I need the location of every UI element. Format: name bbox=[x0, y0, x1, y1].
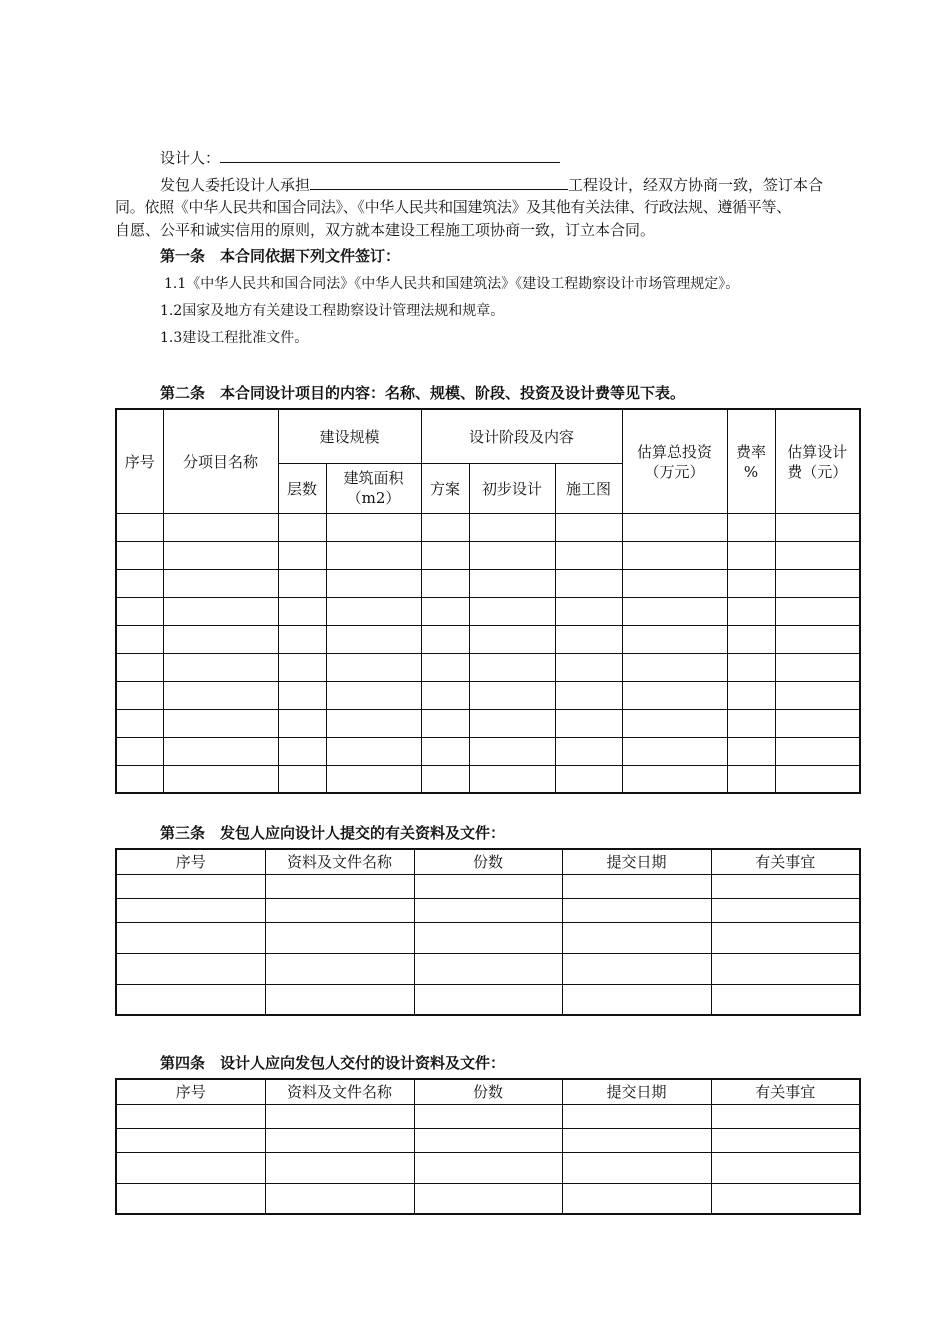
header-copies: 份数 bbox=[414, 849, 562, 874]
header-fee bbox=[775, 409, 860, 513]
table-row bbox=[116, 1152, 860, 1183]
table-cell[interactable] bbox=[421, 569, 469, 597]
table-cell[interactable] bbox=[421, 625, 469, 653]
table-cell[interactable] bbox=[562, 1104, 711, 1128]
table-cell[interactable] bbox=[265, 1152, 414, 1183]
table-cell[interactable] bbox=[421, 765, 469, 793]
table-cell[interactable] bbox=[727, 653, 775, 681]
table-cell[interactable] bbox=[278, 681, 326, 709]
table-cell[interactable] bbox=[278, 513, 326, 541]
header-area-line1: 建筑面积 bbox=[343, 469, 404, 487]
table-cell[interactable] bbox=[326, 653, 421, 681]
table-cell[interactable] bbox=[711, 1128, 860, 1152]
table-cell[interactable] bbox=[265, 898, 414, 922]
table-cell[interactable] bbox=[622, 569, 727, 597]
table-cell[interactable] bbox=[163, 681, 278, 709]
table-cell[interactable] bbox=[421, 681, 469, 709]
table-cell[interactable] bbox=[421, 737, 469, 765]
table-cell[interactable] bbox=[116, 513, 163, 541]
table-cell[interactable] bbox=[116, 765, 163, 793]
table-cell[interactable] bbox=[555, 681, 622, 709]
table-cell[interactable] bbox=[775, 541, 860, 569]
intro-line1-prefix: 发包人委托设计人承担 bbox=[160, 176, 311, 194]
table-cell[interactable] bbox=[278, 569, 326, 597]
table-row bbox=[116, 681, 860, 709]
table-row bbox=[116, 765, 860, 793]
table-cell[interactable] bbox=[469, 569, 555, 597]
table-cell[interactable] bbox=[622, 765, 727, 793]
table-cell[interactable] bbox=[562, 1128, 711, 1152]
header-copies: 份数 bbox=[414, 1079, 562, 1104]
project-content-table bbox=[115, 408, 861, 794]
table-row bbox=[116, 569, 860, 597]
header-invest bbox=[622, 409, 727, 513]
table-cell[interactable] bbox=[265, 922, 414, 953]
table-cell[interactable] bbox=[278, 625, 326, 653]
table-cell[interactable] bbox=[562, 1183, 711, 1214]
table-cell[interactable] bbox=[326, 765, 421, 793]
table-row bbox=[116, 922, 860, 953]
table-cell[interactable] bbox=[727, 681, 775, 709]
table-cell[interactable] bbox=[555, 541, 622, 569]
header-invest-line1: 估算总投资 bbox=[637, 443, 713, 461]
article1-heading: 第一条 本合同依据下列文件签订： bbox=[160, 247, 401, 265]
designer-blank[interactable] bbox=[220, 146, 560, 163]
table-cell[interactable] bbox=[421, 709, 469, 737]
table-cell[interactable] bbox=[562, 898, 711, 922]
table-cell[interactable] bbox=[562, 953, 711, 984]
article1-item-1: 1.1《中华人民共和国合同法》《中华人民共和国建筑法》《建设工程勘察设计市场管理规定》。 bbox=[164, 276, 740, 292]
table-cell[interactable] bbox=[555, 709, 622, 737]
table-cell[interactable] bbox=[469, 597, 555, 625]
table-cell[interactable] bbox=[711, 1104, 860, 1128]
table-cell[interactable] bbox=[265, 1104, 414, 1128]
designer-label: 设计人： bbox=[160, 149, 221, 167]
table-cell[interactable] bbox=[775, 513, 860, 541]
table-cell[interactable] bbox=[163, 709, 278, 737]
table-cell[interactable] bbox=[414, 1128, 562, 1152]
table-cell[interactable] bbox=[622, 737, 727, 765]
table-row bbox=[116, 625, 860, 653]
project-table-body bbox=[116, 513, 860, 793]
table-cell[interactable] bbox=[265, 953, 414, 984]
table-cell[interactable] bbox=[711, 922, 860, 953]
table-cell[interactable] bbox=[163, 541, 278, 569]
header-submit-date: 提交日期 bbox=[562, 1079, 711, 1104]
project-name-blank[interactable] bbox=[310, 173, 568, 190]
table-row bbox=[116, 874, 860, 898]
table-cell[interactable] bbox=[116, 541, 163, 569]
table-cell[interactable] bbox=[469, 737, 555, 765]
table-cell[interactable] bbox=[265, 984, 414, 1015]
table-cell[interactable] bbox=[775, 681, 860, 709]
table-cell[interactable] bbox=[622, 653, 727, 681]
delivered-table-body bbox=[116, 1104, 860, 1214]
table-cell[interactable] bbox=[469, 681, 555, 709]
table-cell[interactable] bbox=[163, 569, 278, 597]
table-row bbox=[116, 513, 860, 541]
header-seq: 序号 bbox=[116, 409, 163, 513]
table-cell[interactable] bbox=[622, 597, 727, 625]
table-cell[interactable] bbox=[163, 513, 278, 541]
table-row bbox=[116, 653, 860, 681]
table-cell[interactable] bbox=[265, 1128, 414, 1152]
table-cell[interactable] bbox=[278, 541, 326, 569]
table-cell[interactable] bbox=[711, 874, 860, 898]
table-cell[interactable] bbox=[562, 984, 711, 1015]
table-cell[interactable] bbox=[469, 765, 555, 793]
table-cell[interactable] bbox=[414, 1183, 562, 1214]
table-cell[interactable] bbox=[421, 597, 469, 625]
table-cell[interactable] bbox=[326, 681, 421, 709]
table-cell[interactable] bbox=[727, 541, 775, 569]
table-cell[interactable] bbox=[278, 653, 326, 681]
table-cell[interactable] bbox=[775, 765, 860, 793]
table-cell[interactable] bbox=[711, 1183, 860, 1214]
table-cell[interactable] bbox=[727, 765, 775, 793]
table-cell[interactable] bbox=[469, 653, 555, 681]
table-row bbox=[116, 898, 860, 922]
table-cell[interactable] bbox=[775, 737, 860, 765]
table-cell[interactable] bbox=[622, 625, 727, 653]
table-cell[interactable] bbox=[711, 1152, 860, 1183]
table-cell[interactable] bbox=[278, 765, 326, 793]
table-cell[interactable] bbox=[116, 569, 163, 597]
table-cell[interactable] bbox=[555, 513, 622, 541]
designer-line bbox=[160, 146, 560, 168]
table-row bbox=[116, 1104, 860, 1128]
table-cell[interactable] bbox=[414, 922, 562, 953]
table-cell[interactable] bbox=[414, 874, 562, 898]
table-cell[interactable] bbox=[116, 737, 163, 765]
table-cell[interactable] bbox=[469, 625, 555, 653]
table-cell[interactable] bbox=[622, 541, 727, 569]
table-row bbox=[116, 737, 860, 765]
table-cell[interactable] bbox=[163, 653, 278, 681]
table-cell[interactable] bbox=[265, 874, 414, 898]
article1-item-3: 1.3建设工程批准文件。 bbox=[160, 330, 309, 346]
submitted-documents-table bbox=[115, 848, 861, 1016]
header-document-name: 资料及文件名称 bbox=[265, 1079, 414, 1104]
table-cell[interactable] bbox=[163, 625, 278, 653]
table-cell[interactable] bbox=[727, 597, 775, 625]
table-cell[interactable] bbox=[116, 1128, 265, 1152]
submitted-table-body bbox=[116, 874, 860, 1015]
table-cell[interactable] bbox=[326, 513, 421, 541]
table-cell[interactable] bbox=[775, 569, 860, 597]
table-cell[interactable] bbox=[562, 874, 711, 898]
table-cell[interactable] bbox=[555, 765, 622, 793]
header-remarks: 有关事宜 bbox=[711, 1079, 860, 1104]
table-cell[interactable] bbox=[711, 953, 860, 984]
table-cell[interactable] bbox=[116, 681, 163, 709]
table-cell[interactable] bbox=[116, 709, 163, 737]
header-name: 分项目名称 bbox=[163, 409, 278, 513]
table-row bbox=[116, 984, 860, 1015]
table-cell[interactable] bbox=[326, 541, 421, 569]
table-cell[interactable] bbox=[116, 597, 163, 625]
table-cell[interactable] bbox=[116, 984, 265, 1015]
header-rate-line2: % bbox=[743, 463, 759, 481]
table-cell[interactable] bbox=[622, 681, 727, 709]
table-cell[interactable] bbox=[775, 709, 860, 737]
table-cell[interactable] bbox=[421, 513, 469, 541]
intro-line1-suffix: 工程设计，经双方协商一致，签订本合 bbox=[568, 176, 824, 194]
table-cell[interactable] bbox=[116, 874, 265, 898]
table-cell[interactable] bbox=[555, 737, 622, 765]
table-cell[interactable] bbox=[414, 953, 562, 984]
header-fee-line2: 费（元） bbox=[787, 463, 848, 481]
table-cell[interactable] bbox=[711, 984, 860, 1015]
header-seq: 序号 bbox=[116, 1079, 265, 1104]
table-cell[interactable] bbox=[727, 709, 775, 737]
table-cell[interactable] bbox=[414, 1152, 562, 1183]
table-cell[interactable] bbox=[469, 513, 555, 541]
table-cell[interactable] bbox=[116, 953, 265, 984]
table-cell[interactable] bbox=[326, 737, 421, 765]
article3-heading: 第三条 发包人应向设计人提交的有关资料及文件： bbox=[160, 824, 506, 842]
table-cell[interactable] bbox=[622, 709, 727, 737]
table-cell[interactable] bbox=[116, 653, 163, 681]
intro-line-3: 自愿、公平和诚实信用的原则，双方就本建设工程施工项协商一致，订立本合同。 bbox=[115, 221, 656, 239]
intro-line-2: 同。依照《中华人民共和国合同法》、《中华人民共和国建筑法》及其他有关法律、行政法规、遵循平等、 bbox=[115, 198, 791, 216]
table-cell[interactable] bbox=[116, 898, 265, 922]
table-cell[interactable] bbox=[326, 625, 421, 653]
table-cell[interactable] bbox=[727, 513, 775, 541]
table-row bbox=[116, 709, 860, 737]
table-cell[interactable] bbox=[414, 1104, 562, 1128]
table-cell[interactable] bbox=[414, 984, 562, 1015]
table-cell[interactable] bbox=[326, 709, 421, 737]
header-scale: 建设规模 bbox=[278, 409, 421, 463]
table-cell[interactable] bbox=[727, 569, 775, 597]
intro-line-1 bbox=[160, 173, 823, 195]
table-cell[interactable] bbox=[562, 922, 711, 953]
header-rate-line1: 费率 bbox=[736, 443, 767, 461]
header-seq: 序号 bbox=[116, 849, 265, 874]
table-cell[interactable] bbox=[555, 569, 622, 597]
table-row bbox=[116, 541, 860, 569]
table-cell[interactable] bbox=[727, 625, 775, 653]
article1-item-2: 1.2国家及地方有关建设工程勘察设计管理法规和规章。 bbox=[160, 303, 505, 319]
table-cell[interactable] bbox=[278, 737, 326, 765]
table-cell[interactable] bbox=[116, 922, 265, 953]
table-cell[interactable] bbox=[555, 597, 622, 625]
header-area-line2: （m2） bbox=[346, 489, 401, 507]
table-cell[interactable] bbox=[116, 1183, 265, 1214]
table-cell[interactable] bbox=[555, 625, 622, 653]
header-fee-line1: 估算设计 bbox=[787, 443, 848, 461]
article4-heading: 第四条 设计人应向发包人交付的设计资料及文件： bbox=[160, 1054, 506, 1072]
table-cell[interactable] bbox=[414, 898, 562, 922]
table-cell[interactable] bbox=[326, 597, 421, 625]
header-floors: 层数 bbox=[278, 463, 326, 513]
header-rate bbox=[727, 409, 775, 513]
header-stage: 设计阶段及内容 bbox=[421, 409, 622, 463]
table-cell[interactable] bbox=[163, 597, 278, 625]
table-cell[interactable] bbox=[421, 541, 469, 569]
table-cell[interactable] bbox=[278, 597, 326, 625]
table-row bbox=[116, 1128, 860, 1152]
table-cell[interactable] bbox=[163, 737, 278, 765]
header-scheme: 方案 bbox=[421, 463, 469, 513]
header-prelim: 初步设计 bbox=[469, 463, 555, 513]
table-cell[interactable] bbox=[116, 1104, 265, 1128]
table-cell[interactable] bbox=[775, 653, 860, 681]
table-cell[interactable] bbox=[775, 597, 860, 625]
delivered-documents-table bbox=[115, 1078, 861, 1215]
table-cell[interactable] bbox=[775, 625, 860, 653]
table-cell[interactable] bbox=[163, 765, 278, 793]
table-cell[interactable] bbox=[727, 737, 775, 765]
table-cell[interactable] bbox=[326, 569, 421, 597]
table-cell[interactable] bbox=[265, 1183, 414, 1214]
table-row bbox=[116, 1183, 860, 1214]
table-cell[interactable] bbox=[116, 1152, 265, 1183]
header-remarks: 有关事宜 bbox=[711, 849, 860, 874]
header-invest-line2: （万元） bbox=[644, 463, 705, 481]
header-document-name: 资料及文件名称 bbox=[265, 849, 414, 874]
table-cell[interactable] bbox=[562, 1152, 711, 1183]
table-cell[interactable] bbox=[711, 898, 860, 922]
header-submit-date: 提交日期 bbox=[562, 849, 711, 874]
table-cell[interactable] bbox=[469, 709, 555, 737]
table-cell[interactable] bbox=[555, 653, 622, 681]
table-row bbox=[116, 597, 860, 625]
header-area bbox=[326, 463, 421, 513]
table-cell[interactable] bbox=[116, 625, 163, 653]
table-cell[interactable] bbox=[421, 653, 469, 681]
table-row bbox=[116, 953, 860, 984]
table-cell[interactable] bbox=[278, 709, 326, 737]
table-cell[interactable] bbox=[469, 541, 555, 569]
table-cell[interactable] bbox=[622, 513, 727, 541]
header-construction: 施工图 bbox=[555, 463, 622, 513]
article2-heading: 第二条 本合同设计项目的内容：名称、规模、阶段、投资及设计费等见下表。 bbox=[160, 384, 686, 402]
